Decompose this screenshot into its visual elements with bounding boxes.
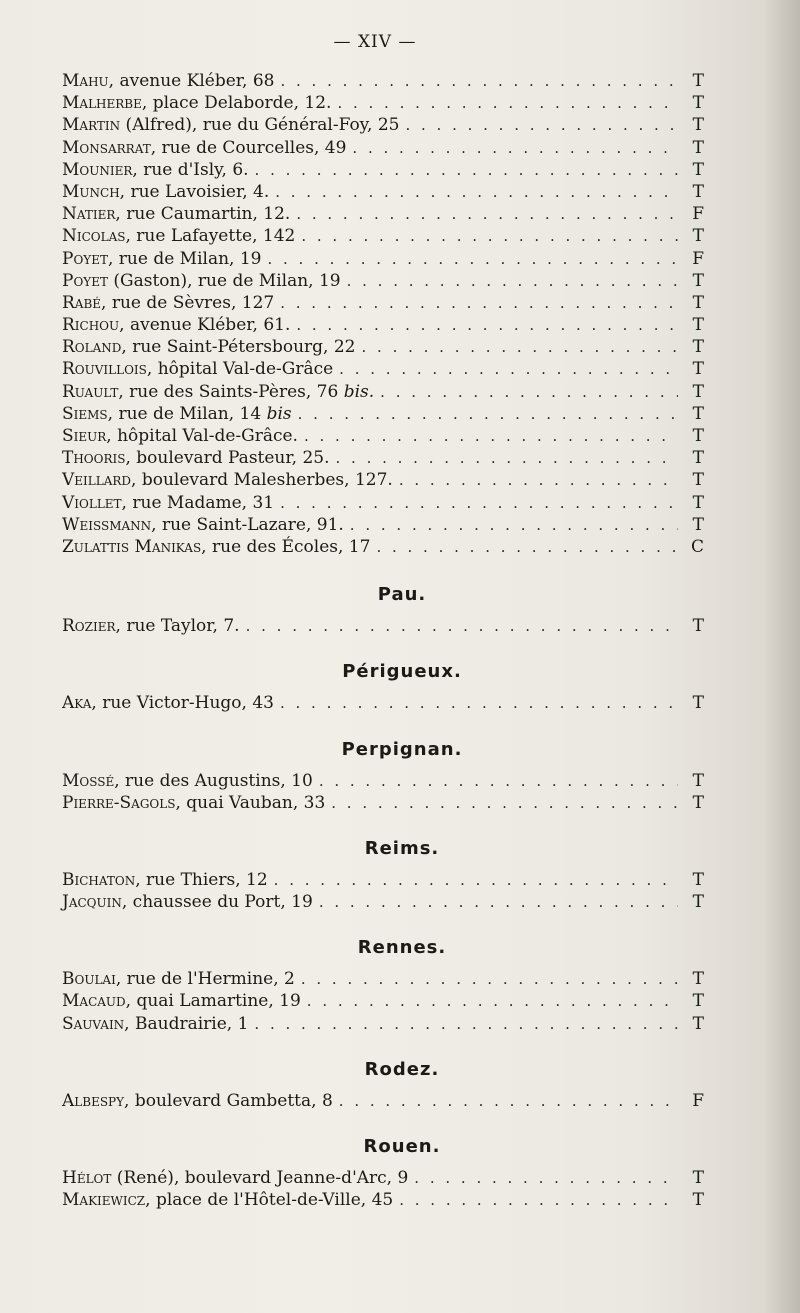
leader-dots: [280, 492, 678, 514]
entry-address: rue de Courcelles, 49: [156, 137, 347, 158]
leader-dots: [296, 203, 678, 225]
directory-entry: [62, 403, 702, 425]
entry-name: Albespy,: [62, 1090, 130, 1111]
directory-entry: [62, 314, 702, 336]
directory-entry: [62, 159, 702, 181]
directory-entry: [62, 225, 702, 247]
entry-name: Richou,: [62, 315, 125, 336]
leader-dots: [405, 114, 678, 136]
page-number: — XIV —: [333, 32, 417, 52]
directory-entry: [62, 92, 702, 114]
entry-code: T: [692, 969, 704, 990]
entry-address: quai Vauban, 33: [180, 792, 326, 813]
entry-address: boulevard Gambetta, 8: [129, 1090, 333, 1111]
entry-address: chaussee du Port, 19: [127, 892, 313, 913]
leader-dots: [347, 270, 678, 292]
leader-dots: [399, 469, 678, 491]
entry-name: Rabé,: [62, 292, 107, 313]
paris-entries: [62, 70, 702, 558]
entry-code: T: [692, 159, 704, 180]
entry-address: avenue Kléber, 61.: [124, 315, 291, 336]
entry-code: T: [692, 71, 704, 91]
entry-address: rue Lavoisier, 4.: [125, 181, 270, 202]
directory-entry: [62, 137, 702, 159]
city-section: [62, 1136, 702, 1211]
entry-name: Boulai,: [62, 969, 122, 990]
leader-dots: [339, 1090, 678, 1112]
city-heading: Rodez.: [364, 1058, 440, 1080]
entry-code: T: [692, 892, 704, 913]
city-heading: Pau.: [377, 584, 427, 606]
entry-name: Nicolas,: [62, 226, 131, 247]
entry-code: T: [692, 315, 704, 336]
entry-code: T: [692, 226, 704, 247]
leader-dots: [246, 615, 678, 637]
entry-address: rue Caumartin, 12.: [120, 204, 291, 225]
entry-code: T: [692, 616, 704, 637]
city-section: [62, 739, 702, 814]
entry-name: Siems,: [62, 403, 114, 424]
entry-code: T: [692, 448, 704, 469]
directory-entry: [62, 114, 702, 136]
leader-dots: [298, 403, 678, 425]
entry-code: T: [692, 270, 704, 291]
entry-name: Natier,: [62, 204, 121, 225]
entry-address: boulevard Pasteur, 25.: [130, 448, 330, 469]
city-section: [62, 937, 702, 1035]
entry-address: rue de Milan, 14 bis: [113, 403, 292, 424]
city-heading: Reims.: [364, 837, 440, 859]
leader-dots: [350, 514, 678, 536]
directory-entry: [62, 1167, 702, 1189]
city-sections: [62, 584, 702, 1211]
entry-code: T: [692, 381, 704, 402]
entry-name: Ruault,: [62, 381, 124, 402]
entry-address: rue Madame, 31: [126, 492, 275, 513]
entry-code: T: [692, 514, 704, 535]
entry-address: place de l'Hôtel-de-Ville, 45: [150, 1190, 394, 1211]
leader-dots: [414, 1167, 678, 1189]
directory-entry: [62, 203, 702, 225]
entry-address: avenue Kléber, 68: [114, 71, 275, 91]
entry-name: Malherbe,: [62, 93, 148, 114]
directory-entry: [62, 425, 702, 447]
leader-dots: [280, 692, 678, 714]
entry-name: Mounier,: [62, 159, 138, 180]
leader-dots: [376, 536, 678, 558]
directory-entry: [62, 292, 702, 314]
directory-entry: [62, 891, 702, 913]
leader-dots: [399, 1189, 678, 1211]
entry-name: Monsarrat,: [62, 137, 157, 158]
entry-address: rue de Sèvres, 127: [106, 292, 275, 313]
entry-address: rue Lafayette, 142: [130, 226, 296, 247]
entry-code: T: [692, 770, 704, 791]
entry-address: rue Saint-Pétersbourg, 22: [126, 337, 356, 358]
entry-name: Zulattis Manikas,: [62, 536, 207, 557]
city-heading: Rennes.: [357, 937, 447, 959]
directory-entry: [62, 1189, 702, 1211]
directory-entry: [62, 792, 702, 814]
entry-code: F: [692, 1090, 704, 1111]
directory-entry: [62, 181, 702, 203]
entry-address: rue des Écoles, 17: [206, 536, 371, 557]
city-section: [62, 838, 702, 913]
entry-address-italic: bis.: [338, 381, 375, 402]
entry-name: Poyet,: [62, 248, 114, 269]
entry-name: Rouvillois,: [62, 359, 153, 380]
directory-entry: [62, 1013, 702, 1035]
entry-address: Baudrairie, 1: [129, 1013, 249, 1034]
entry-address: boulevard Malesherbes, 127.: [136, 470, 393, 491]
directory-entry: [62, 336, 702, 358]
directory-entry: [62, 770, 702, 792]
entry-name: Martin: [62, 115, 121, 136]
city-heading: Rouen.: [363, 1136, 441, 1157]
leader-dots: [339, 358, 678, 380]
entry-name: Rozier,: [62, 616, 121, 637]
entry-code: C: [690, 536, 704, 557]
leader-dots: [319, 770, 678, 792]
city-section: [62, 1059, 702, 1112]
directory-entry: [62, 869, 702, 891]
leader-dots: [337, 92, 678, 114]
entry-name: Viollet,: [62, 492, 127, 513]
entry-code: T: [692, 359, 704, 380]
directory-entry: [62, 70, 702, 92]
entry-code: T: [692, 93, 704, 114]
entry-address: rue d'Isly, 6.: [137, 159, 249, 180]
entry-code: T: [692, 137, 704, 158]
entry-name: Mahu,: [62, 71, 115, 91]
entry-address: (Alfred), rue du Général-Foy, 25: [120, 115, 400, 136]
entry-address: quai Lamartine, 19: [131, 991, 301, 1012]
entry-address: rue de l'Hermine, 2: [121, 969, 295, 990]
entry-code: T: [692, 869, 704, 890]
entry-name: Sauvain,: [62, 1013, 130, 1034]
entry-name: Macaud,: [62, 991, 132, 1012]
city-section: [62, 584, 702, 637]
entry-code: T: [692, 292, 704, 313]
entry-address: (René), boulevard Jeanne-d'Arc, 9: [111, 1168, 409, 1188]
city-section: [62, 661, 702, 714]
entry-code: T: [692, 403, 704, 424]
leader-dots: [267, 248, 678, 270]
leader-dots: [352, 137, 678, 159]
entry-code: T: [692, 792, 704, 813]
entry-address-italic: bis: [261, 403, 292, 424]
entry-address: rue Taylor, 7.: [120, 616, 240, 637]
entry-name: Munch,: [62, 181, 126, 202]
entry-name: Poyet: [62, 270, 108, 291]
entry-address: place Delaborde, 12.: [147, 93, 332, 114]
entry-code: T: [692, 693, 704, 714]
entry-name: Thooris,: [62, 448, 131, 469]
leader-dots: [255, 159, 678, 181]
directory-entry: [62, 615, 702, 637]
directory-entry: [62, 248, 702, 270]
entry-address: hôpital Val-de-Grâce.: [111, 426, 298, 446]
entry-code: T: [692, 470, 704, 491]
entry-name: Aka,: [62, 693, 97, 714]
leader-dots: [275, 181, 678, 203]
directory-entry: [62, 270, 702, 292]
city-heading: Périgueux.: [342, 661, 462, 683]
directory-entry: [62, 447, 702, 469]
entry-code: T: [692, 1168, 704, 1188]
entry-address: rue de Milan, 19: [113, 248, 262, 269]
entry-address: rue des Augustins, 10: [119, 770, 313, 791]
page-edge-shadow: [764, 0, 800, 1313]
directory-entry: [62, 469, 702, 491]
leader-dots: [296, 314, 678, 336]
leader-dots: [274, 869, 678, 891]
leader-dots: [362, 336, 679, 358]
entry-code: T: [692, 991, 704, 1012]
entry-code: T: [692, 492, 704, 513]
directory-entry: [62, 381, 702, 403]
entry-code: F: [692, 204, 704, 225]
directory-entry: [62, 492, 702, 514]
leader-dots: [319, 891, 678, 913]
entry-address: hôpital Val-de-Grâce: [152, 359, 334, 380]
entry-code: T: [692, 1013, 704, 1034]
directory-entry: [62, 536, 702, 558]
entry-address: rue Thiers, 12: [140, 869, 268, 890]
leader-dots: [307, 990, 678, 1012]
entry-name: Hélot: [62, 1168, 112, 1188]
entry-code: F: [692, 248, 704, 269]
entry-address: rue des Saints-Pères, 76 bis.: [123, 381, 375, 402]
entry-code: T: [692, 337, 704, 358]
leader-dots: [331, 792, 678, 814]
entry-address: (Gaston), rue de Milan, 19: [107, 270, 341, 291]
leader-dots: [254, 1013, 678, 1035]
entry-name: Sieur,: [62, 426, 112, 446]
entry-code: T: [692, 426, 704, 446]
entry-code: T: [692, 181, 704, 202]
entry-name: Mossé,: [62, 770, 120, 791]
entry-code: T: [692, 1190, 704, 1211]
leader-dots: [380, 381, 678, 403]
entry-address: rue Saint-Lazare, 91.: [156, 514, 344, 535]
directory-entry: [62, 1090, 702, 1112]
directory-list: [62, 70, 702, 1211]
directory-entry: [62, 968, 702, 990]
leader-dots: [336, 447, 679, 469]
entry-name: Pierre-Sagols,: [62, 792, 181, 813]
leader-dots: [301, 225, 678, 247]
entry-name: Jacquin,: [62, 892, 128, 913]
entry-code: T: [692, 115, 704, 136]
entry-name: Roland,: [62, 337, 127, 358]
leader-dots: [280, 292, 678, 314]
entry-name: Makiewicz,: [62, 1190, 151, 1211]
entry-name: Weissmann,: [62, 514, 157, 535]
directory-entry: [62, 514, 702, 536]
directory-entry: [62, 990, 702, 1012]
entry-address: rue Victor-Hugo, 43: [96, 693, 274, 714]
entry-name: Veillard,: [62, 470, 137, 491]
city-heading: Perpignan.: [341, 738, 463, 760]
leader-dots: [280, 70, 678, 92]
leader-dots: [304, 425, 678, 447]
entry-name: Bichaton,: [62, 869, 141, 890]
directory-entry: [62, 692, 702, 714]
directory-entry: [62, 358, 702, 380]
leader-dots: [301, 968, 678, 990]
